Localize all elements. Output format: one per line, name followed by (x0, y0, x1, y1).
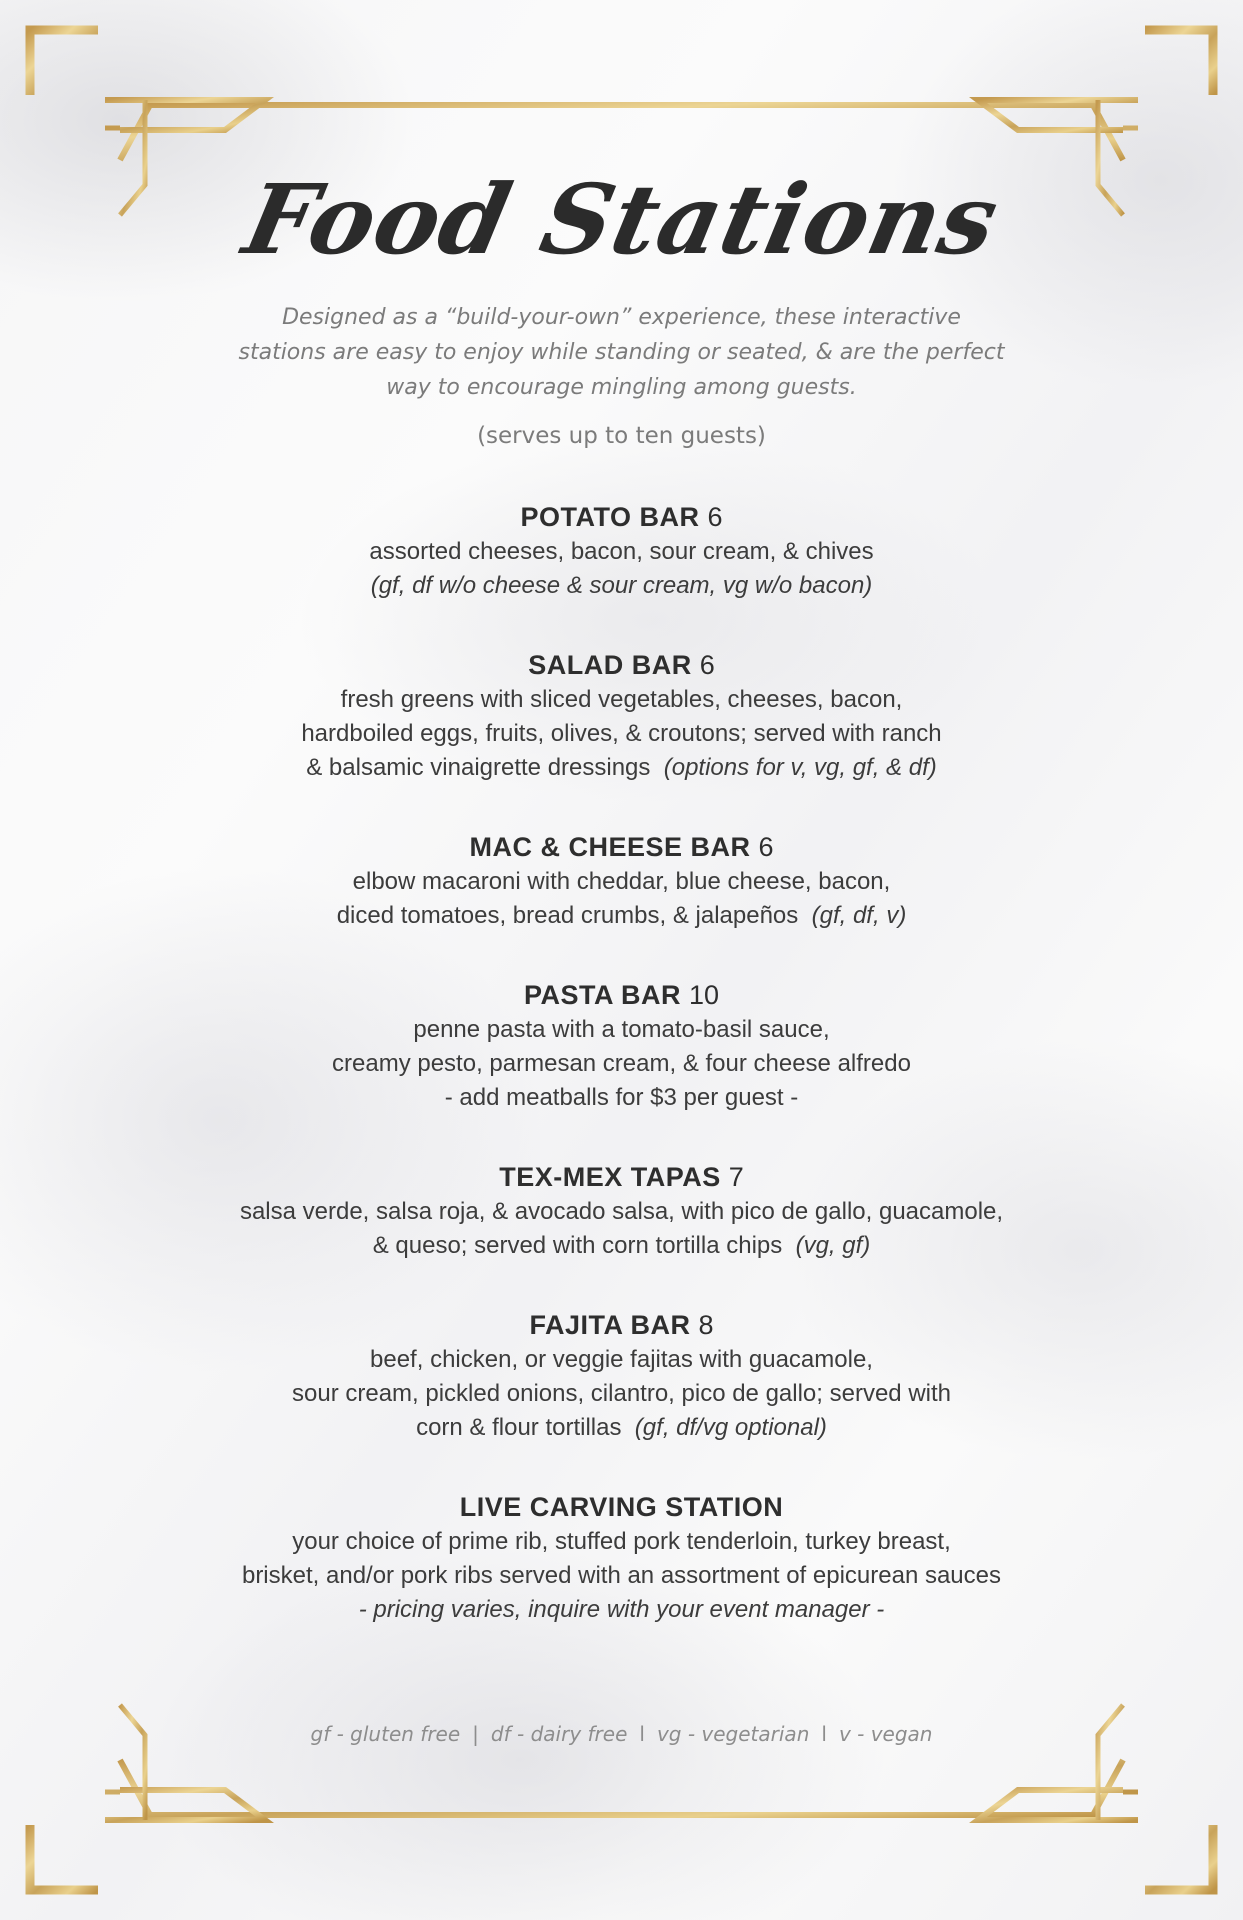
station-heading (150, 647, 1093, 683)
menu-content (150, 150, 1093, 1671)
station-item (150, 1489, 1093, 1627)
serves-note: (serves up to ten guests) (477, 423, 766, 449)
dietary-tags: (options for v, vg, gf, & df) (650, 754, 937, 781)
station-price: 10 (688, 980, 720, 1010)
station-price: 6 (758, 832, 774, 862)
station-item (150, 977, 1093, 1115)
station-description: fresh greens with sliced vegetables, cheeses, bacon, hardboiled eggs, fruits, olives, & croutons; served with ranch & balsamic vinaigrette dressings (options for v, vg, gf, & df) (301, 686, 942, 781)
dietary-tags: (gf, df/vg optional) (621, 1414, 827, 1441)
dietary-legend (150, 1722, 1093, 1746)
station-description: salsa verde, salsa roja, & avocado salsa, with pico de gallo, guacamole, & queso; served with corn tortilla chips (vg, gf) (239, 1198, 1004, 1259)
station-price: 6 (699, 650, 715, 680)
station-name: MAC & CHEESE BAR (469, 832, 751, 862)
station-heading (150, 977, 1093, 1013)
dietary-tags: (gf, df w/o cheese & sour cream, vg w/o bacon) (370, 572, 873, 599)
station-description: beef, chicken, or veggie fajitas with guacamole, sour cream, pickled onions, cilantro, pico de gallo; served with corn & flour tortillas (gf, df/vg optional) (292, 1346, 951, 1441)
station-price: 7 (728, 1162, 744, 1192)
menu-intro: Designed as a “build-your-own” experience, these interactive stations are easy to enjoy while standing or seated, & are the perfect way to encourage mingling among guests. (238, 305, 1005, 400)
menu-title: Food Stations (235, 163, 1009, 276)
legend-entry: df - dairy free (490, 1722, 628, 1746)
station-note: - pricing varies, inquire with your event manager - (358, 1596, 885, 1623)
station-name: PASTA BAR (523, 980, 681, 1010)
station-note: - add meatballs for $3 per guest - (444, 1084, 799, 1111)
legend-entry: v - vegan (838, 1722, 933, 1746)
station-heading (150, 829, 1093, 865)
station-list (150, 499, 1093, 1627)
station-heading (150, 1489, 1093, 1525)
station-heading (150, 499, 1093, 535)
legend-separator: l (639, 1722, 645, 1746)
station-name: TEX-MEX TAPAS (499, 1162, 721, 1192)
legend-entry: gf - gluten free (310, 1722, 461, 1746)
station-item (150, 829, 1093, 933)
station-item (150, 1307, 1093, 1445)
dietary-tags: (gf, df, v) (798, 902, 907, 929)
legend-entry: vg - vegetarian (656, 1722, 810, 1746)
dietary-tags: (vg, gf) (782, 1232, 871, 1259)
station-item (150, 499, 1093, 603)
station-item (150, 647, 1093, 785)
station-price: 6 (707, 502, 723, 532)
station-description: your choice of prime rib, stuffed pork tenderloin, turkey breast, brisket, and/or pork ribs served with an assortment of epicurean sauces (241, 1528, 1002, 1589)
legend-separator: l (821, 1722, 827, 1746)
station-heading (150, 1159, 1093, 1195)
station-name: SALAD BAR (528, 650, 692, 680)
station-heading (150, 1307, 1093, 1343)
station-description: assorted cheeses, bacon, sour cream, & chives (gf, df w/o cheese & sour cream, vg w/o bacon) (369, 538, 874, 599)
station-price: 8 (698, 1310, 714, 1340)
station-name: FAJITA BAR (529, 1310, 691, 1340)
station-item (150, 1159, 1093, 1263)
legend-separator: | (472, 1722, 479, 1746)
station-description: elbow macaroni with cheddar, blue cheese, bacon, diced tomatoes, bread crumbs, & jalapeños (gf, df, v) (336, 868, 907, 929)
station-name: LIVE CARVING STATION (459, 1492, 784, 1522)
station-description: penne pasta with a tomato-basil sauce, creamy pesto, parmesan cream, & four cheese alfredo (332, 1016, 911, 1077)
station-name: POTATO BAR (520, 502, 700, 532)
